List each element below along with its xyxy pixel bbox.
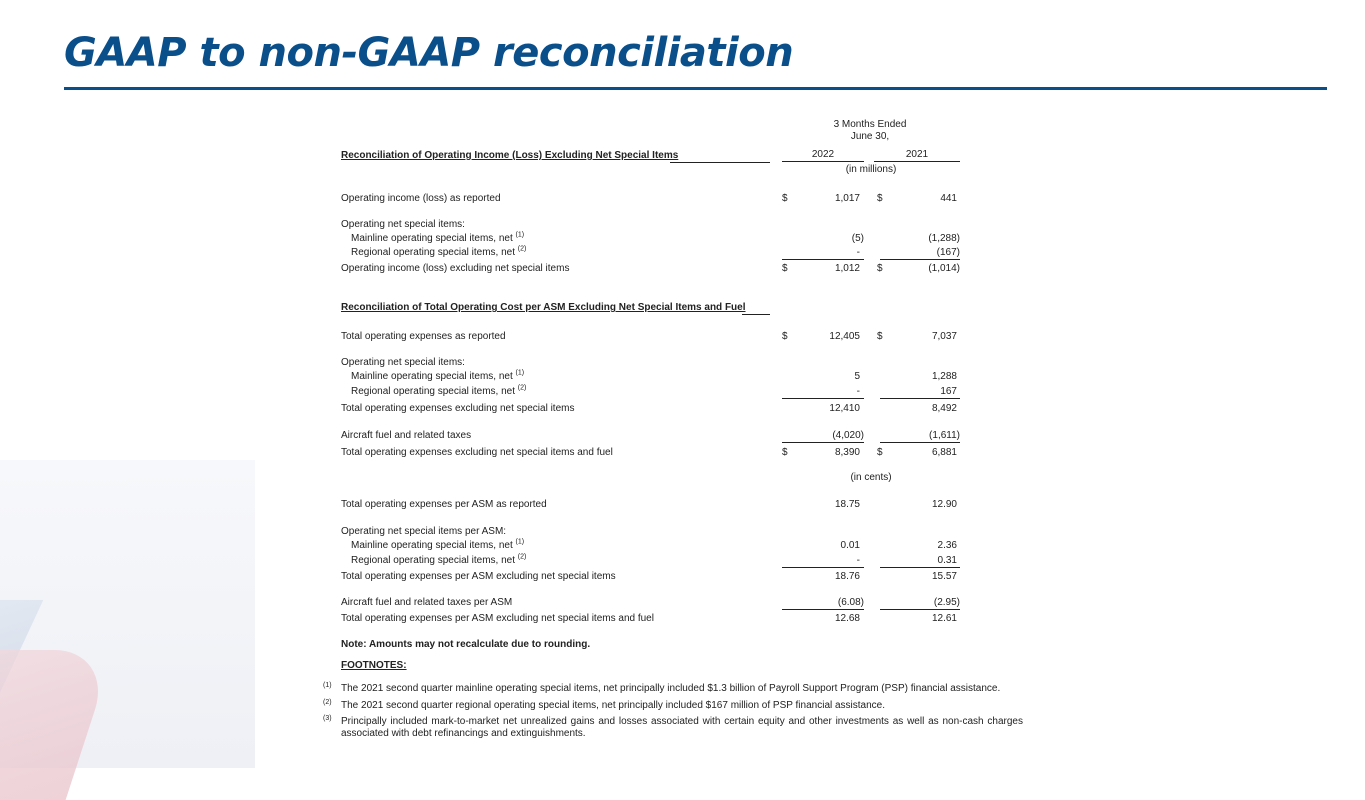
row-label: Mainline operating special items, net $^{(1)}$ — [351, 369, 525, 382]
subtotal-rule — [782, 398, 864, 399]
row-label: Total operating expenses per ASM excluding net special items and fuel — [341, 613, 654, 624]
footnote-ref: (2) — [517, 384, 527, 392]
period-header-line1: 3 Months Ended — [833, 119, 907, 130]
subtotal-rule — [880, 609, 960, 610]
row-label: Mainline operating special items, net $^{(1)}$ — [351, 231, 525, 244]
subtotal-rule — [880, 398, 960, 399]
row-label: Aircraft fuel and related taxes — [341, 430, 472, 441]
value-2022: (5) — [851, 233, 864, 244]
section1-heading: Reconciliation of Operating Income (Loss) Excluding Net Special Items — [341, 150, 679, 161]
col-header-2022: 2022 — [811, 149, 835, 160]
value-2022: - — [856, 386, 860, 397]
currency-sign: $ — [877, 263, 883, 274]
subtotal-rule — [782, 442, 864, 443]
value-2022: 12,410 — [829, 403, 860, 414]
row-label: Total operating expenses as reported — [341, 331, 506, 342]
footnote-ref: (1) — [515, 369, 525, 377]
footnote-ref: (2) — [517, 245, 527, 253]
row-label: Operating net special items per ASM: — [341, 526, 507, 537]
value-2021: (1,288) — [928, 233, 960, 244]
currency-sign: $ — [877, 331, 883, 342]
page-title: GAAP to non-GAAP reconciliation — [64, 30, 794, 76]
value-2022: (4,020) — [832, 430, 864, 441]
row-label: Operating net special items: — [341, 357, 465, 368]
currency-sign: $ — [782, 447, 788, 458]
subtotal-rule — [782, 609, 864, 610]
row-label: Aircraft fuel and related taxes per ASM — [341, 597, 513, 608]
unit-cents: (in cents) — [850, 472, 892, 483]
value-2021: 167 — [940, 386, 957, 397]
row-label: Operating income (loss) as reported — [341, 193, 501, 204]
value-2021: 8,492 — [931, 403, 957, 414]
subtotal-rule — [880, 442, 960, 443]
row-label: Total operating expenses excluding net special items — [341, 403, 575, 414]
value-2021: (167) — [936, 247, 960, 258]
value-2021: 0.31 — [937, 555, 957, 566]
subtotal-rule — [880, 259, 960, 260]
value-2021: 1,288 — [931, 371, 957, 382]
value-2021: 2.36 — [937, 540, 957, 551]
unit-millions: (in millions) — [845, 164, 897, 175]
heading-underline — [742, 314, 770, 315]
rounding-note: Note: Amounts may not recalculate due to rounding. — [341, 639, 591, 650]
value-2021: 12.90 — [931, 499, 957, 510]
col-header-2021: 2021 — [905, 149, 929, 160]
value-2022: 18.76 — [834, 571, 860, 582]
row-label: Regional operating special items, net $^{(2)}$ — [351, 553, 527, 566]
footnote-text: Principally included mark-to-market net unrealized gains and losses associated with certain equity and other investments as well as non-cash charges associated with debt refinancings and extinguishments. — [341, 716, 1023, 739]
period-header-line2: June 30, — [850, 131, 890, 142]
row-label: Total operating expenses per ASM excluding net special items — [341, 571, 616, 582]
value-2021: (2.95) — [933, 597, 960, 608]
value-2022: 12,405 — [829, 331, 860, 342]
footnotes-heading: FOOTNOTES: — [341, 660, 407, 671]
value-2022: 0.01 — [840, 540, 860, 551]
col-rule-2022 — [782, 161, 864, 162]
currency-sign: $ — [782, 331, 788, 342]
value-2021: 7,037 — [931, 331, 957, 342]
value-2021: 441 — [940, 193, 957, 204]
value-2022: 1,012 — [834, 263, 860, 274]
currency-sign: $ — [877, 193, 883, 204]
value-2021: 12.61 — [931, 613, 957, 624]
value-2021: (1,611) — [929, 430, 960, 441]
row-label: Operating net special items: — [341, 219, 465, 230]
subtotal-rule — [880, 567, 960, 568]
col-rule-2021 — [874, 161, 960, 162]
currency-sign: $ — [877, 447, 883, 458]
currency-sign: $ — [782, 193, 788, 204]
row-label: Operating income (loss) excluding net special items — [341, 263, 570, 274]
row-label: Total operating expenses excluding net special items and fuel — [341, 447, 613, 458]
value-2022: (6.08) — [837, 597, 864, 608]
value-2021: 15.57 — [931, 571, 957, 582]
footnote-ref: (2) — [517, 553, 527, 561]
value-2021: (1,014) — [928, 263, 960, 274]
section2-heading: Reconciliation of Total Operating Cost per ASM Excluding Net Special Items and Fuel — [341, 302, 746, 313]
value-2022: 12.68 — [834, 613, 860, 624]
value-2022: 5 — [854, 371, 860, 382]
footnote-marker: (1) — [323, 682, 332, 689]
value-2022: - — [856, 555, 860, 566]
heading-underline — [670, 162, 770, 163]
row-label: Regional operating special items, net $^{(2)}$ — [351, 384, 527, 397]
value-2022: 18.75 — [834, 499, 860, 510]
footnote-marker: (3) — [323, 715, 332, 722]
row-label: Mainline operating special items, net $^{(1)}$ — [351, 538, 525, 551]
footnote-ref: (1) — [515, 538, 525, 546]
subtotal-rule — [782, 259, 864, 260]
value-2022: 1,017 — [834, 193, 860, 204]
footnote-text: The 2021 second quarter regional operating special items, net principally included $167 million of PSP financial assistance. — [341, 700, 886, 711]
row-label: Total operating expenses per ASM as reported — [341, 499, 547, 510]
footnote-ref: (1) — [515, 231, 525, 239]
footnote-marker: (2) — [323, 699, 332, 706]
footnote-text: The 2021 second quarter mainline operating special items, net principally included $1.3 billion of Payroll Support Program (PSP) financial assistance. — [341, 683, 1001, 694]
value-2022: - — [856, 247, 860, 258]
subtotal-rule — [782, 567, 864, 568]
value-2022: 8,390 — [834, 447, 860, 458]
value-2021: 6,881 — [931, 447, 957, 458]
row-label: Regional operating special items, net $^{(2)}$ — [351, 245, 527, 258]
currency-sign: $ — [782, 263, 788, 274]
